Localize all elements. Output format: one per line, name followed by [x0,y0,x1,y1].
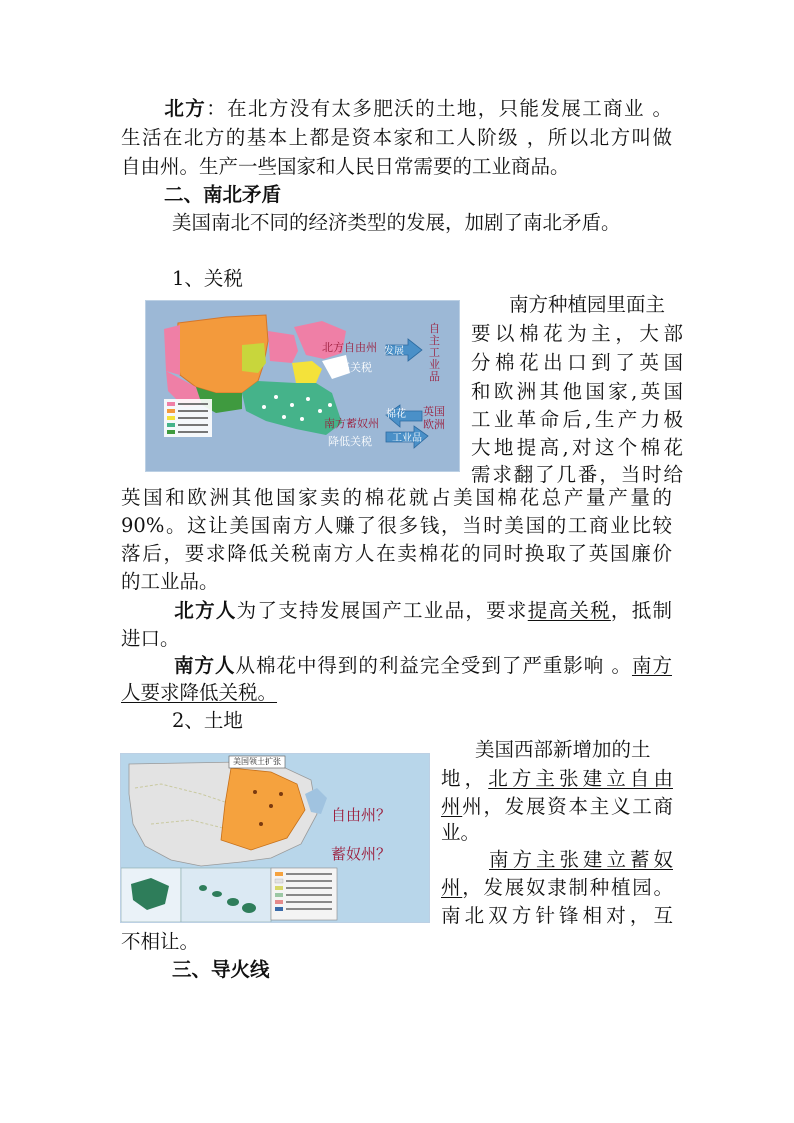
map2-title: 美国领土扩张 [233,757,281,766]
north-people-line-1: 北方人为了支持发展国产工业品，要求提高关税，抵制 [173,599,672,622]
tariff-line-10: 落后，要求降低关税南方人在卖棉花的同时换取了英国廉价 [121,542,672,565]
tariff-side-line-4: 和欧洲其他国家,英国 [471,380,683,403]
tariff-line-9: 90%。这让美国南方人赚了很多钱，当时美国的工商业比较 [121,514,672,537]
tariff-map-figure [145,300,460,472]
label-own-industry: 自主工业品 [429,322,440,383]
para-north-line-1: 北方：在北方没有太多肥沃的土地，只能发展工商业 。 [163,97,672,120]
label-slave-state-question: 蓄奴州？ [331,845,392,863]
south-people-line-1: 南方人从棉花中得到的利益完全受到了严重影响 。南方 [173,654,672,677]
lower-tariff-text: 人要求降低关税。 [121,681,278,704]
territorial-expansion-map [121,754,429,922]
land-line-8: 不相让。 [121,930,200,953]
us-states-map [146,301,459,471]
territory-map-figure [120,753,430,923]
tariff-side-line-5: 工业革命后,生产力极 [471,408,683,431]
section-2-intro: 美国南北不同的经济类型的发展，加剧了南北矛盾。 [172,211,621,234]
north-people-label: 北方人 [173,599,237,622]
south-propose-slave-state: 南方主张建立蓄奴 [489,848,673,871]
subsection-2-title: 2、土地 [172,709,243,732]
label-free-state-question: 自由州？ [331,806,392,824]
land-line-2: 地，北方主张建立自由 [441,767,673,790]
north-people-line-2: 进口。 [121,627,180,650]
land-line-6: 州，发展奴隶制种植园。 [441,876,673,899]
label-cotton: 棉花 [386,409,406,420]
north-propose-free-state: 北方主张建立自由 [488,767,673,790]
land-line-5 [441,845,673,874]
land-line-7: 南北双方针锋相对，互 [441,904,673,927]
tariff-side-line-1: 南方种植园里面主 [509,293,666,316]
label-uk-europe: 英国欧洲 [423,405,445,431]
label-raise-tariff: 提高关税 [328,361,372,374]
south-people-line-2 [121,679,672,707]
para-north-line-2: 生活在北方的基本上都是资本家和工人阶级 ，所以北方叫做 [121,126,672,149]
section-3-title: 三、导火线 [172,958,270,981]
label-south-slave-states: 南方蓄奴州 [324,417,379,430]
north-label: 北方 [163,97,207,120]
tariff-line-11: 的工业品。 [121,570,219,593]
tariff-side-line-6: 大地提高,对这个棉花 [471,436,683,459]
label-develop: 发展 [384,346,404,357]
tariff-side-line-3: 分棉花出口到了英国 [471,351,683,374]
label-north-free-states: 北方自由州 [322,341,377,354]
label-industrial-goods: 工业品 [392,433,422,444]
para-north-line-3: 自由州。生产一些国家和人民日常需要的工业商品。 [121,155,570,178]
land-line-3: 州州，发展资本主义工商 [441,795,673,818]
land-line-4: 业。 [441,821,481,844]
label-lower-tariff: 降低关税 [328,435,372,448]
tariff-line-8: 英国和欧洲其他国家卖的棉花就占美国棉花总产量产量的 [121,486,672,509]
tariff-side-line-2: 要以棉花为主，大部 [471,322,683,345]
tariff-side-line-7: 需求翻了几番，当时给 [471,463,683,486]
south-people-label: 南方人 [173,654,236,677]
subsection-1-title: 1、关税 [172,267,243,290]
raise-tariff-text: 提高关税 [527,599,611,622]
section-2-title: 二、南北矛盾 [164,183,282,206]
land-line-1: 美国西部新增加的土 [475,738,651,761]
